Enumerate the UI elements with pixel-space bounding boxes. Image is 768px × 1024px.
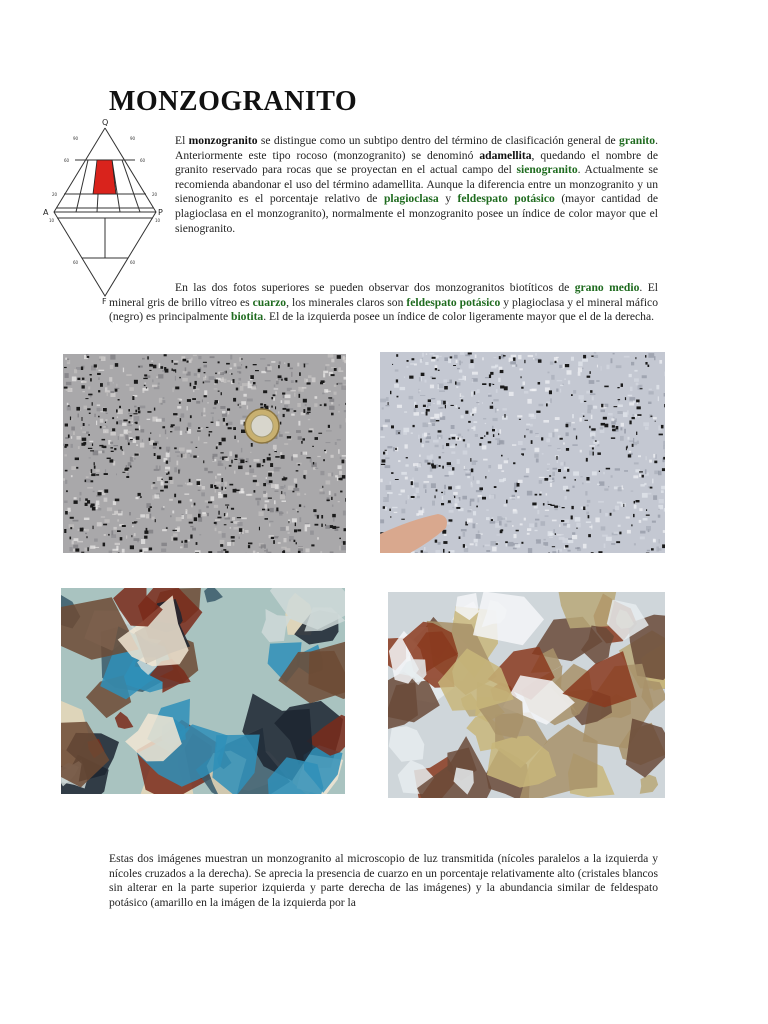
label-f: F <box>102 297 107 304</box>
monzogranite-field <box>93 160 116 194</box>
label-p: P <box>158 208 163 217</box>
term-adamellita: adamellita <box>479 148 532 162</box>
thin-section-crossed-nicols-photo <box>388 592 665 798</box>
link-granito[interactable]: granito <box>619 134 656 147</box>
tick-label: 60 <box>73 260 79 265</box>
tick-label: 10 <box>155 218 161 223</box>
intro-paragraph: El monzogranito se distingue como un subtipo dentro del término de clasificación general de granito. Anteriormente este tipo rocoso (monzogranito) se denominó adamellita, quedando el nombre de granito reservado para rocas que se proyectan en el actual campo del sienogranito. Actualmente se recomienda abandonar el uso del término adamellita. Aunque la diferencia entre un monzogranito y un sienogranito es el porcentaje relativo de plagioclasa y feldespato potásico (mayor cantidad de plagioclasa en el monzogranito), normalmente el monzogranito posee un índice de color mayor que el sienogranito. <box>175 134 659 235</box>
term-monzogranito: monzogranito <box>188 134 258 147</box>
link-plagioclasa[interactable]: plagioclasa <box>383 192 439 206</box>
tick-label: 10 <box>49 218 55 223</box>
thin-section-parallel-nicols-photo <box>61 588 345 794</box>
link-cuarzo[interactable]: cuarzo <box>252 295 287 309</box>
link-grano-medio[interactable]: grano medio <box>574 281 640 294</box>
qapf-diagram <box>40 118 170 304</box>
tick-label: 60 <box>64 158 70 163</box>
link-biotita[interactable]: biotita <box>231 310 264 324</box>
tick-label: 20 <box>152 192 158 197</box>
microscope-paragraph: Estas dos imágenes muestran un monzogranito al microscopio de luz transmitida (nícoles paralelos a la izquierda y nícoles cruzados a la derecha). Se aprecia la presencia de cuarzo en un porcentaje relativamente alto (cristales blancos sin alterar en la parte superior izquierda y parte derecha de las imágenes) y la abundancia similar de feldespato potásico (amarillo en la imágen de la izquierda por la <box>109 852 658 909</box>
tick-label: 20 <box>52 192 58 197</box>
photos-paragraph: En las dos fotos superiores se pueden observar dos monzogranitos biotíticos de grano medio. El mineral gris de brillo vítreo es cuarzo, los minerales claros son feldespato potásico y plagioclasa y el mineral máfico (negro) es principalmente biotita. El de la izquierda posee un índice de color ligeramente mayor que el de la derecha. <box>109 281 658 324</box>
hand-sample-photo-right <box>380 352 665 553</box>
hand-sample-photo-left <box>63 354 346 553</box>
link-feldespato-potasico-2[interactable]: feldespato potásico <box>406 295 501 309</box>
tick-label: 90 <box>130 136 136 141</box>
tick-label: 90 <box>73 136 79 141</box>
tick-label: 60 <box>130 260 136 265</box>
tick-label: 60 <box>140 158 146 163</box>
label-a: A <box>43 208 49 217</box>
page-title: MONZOGRANITO <box>109 86 358 117</box>
link-sienogranito[interactable]: sienogranito <box>516 163 578 177</box>
label-q: Q <box>102 118 109 127</box>
link-feldespato-potasico[interactable]: feldespato potásico <box>457 192 555 206</box>
